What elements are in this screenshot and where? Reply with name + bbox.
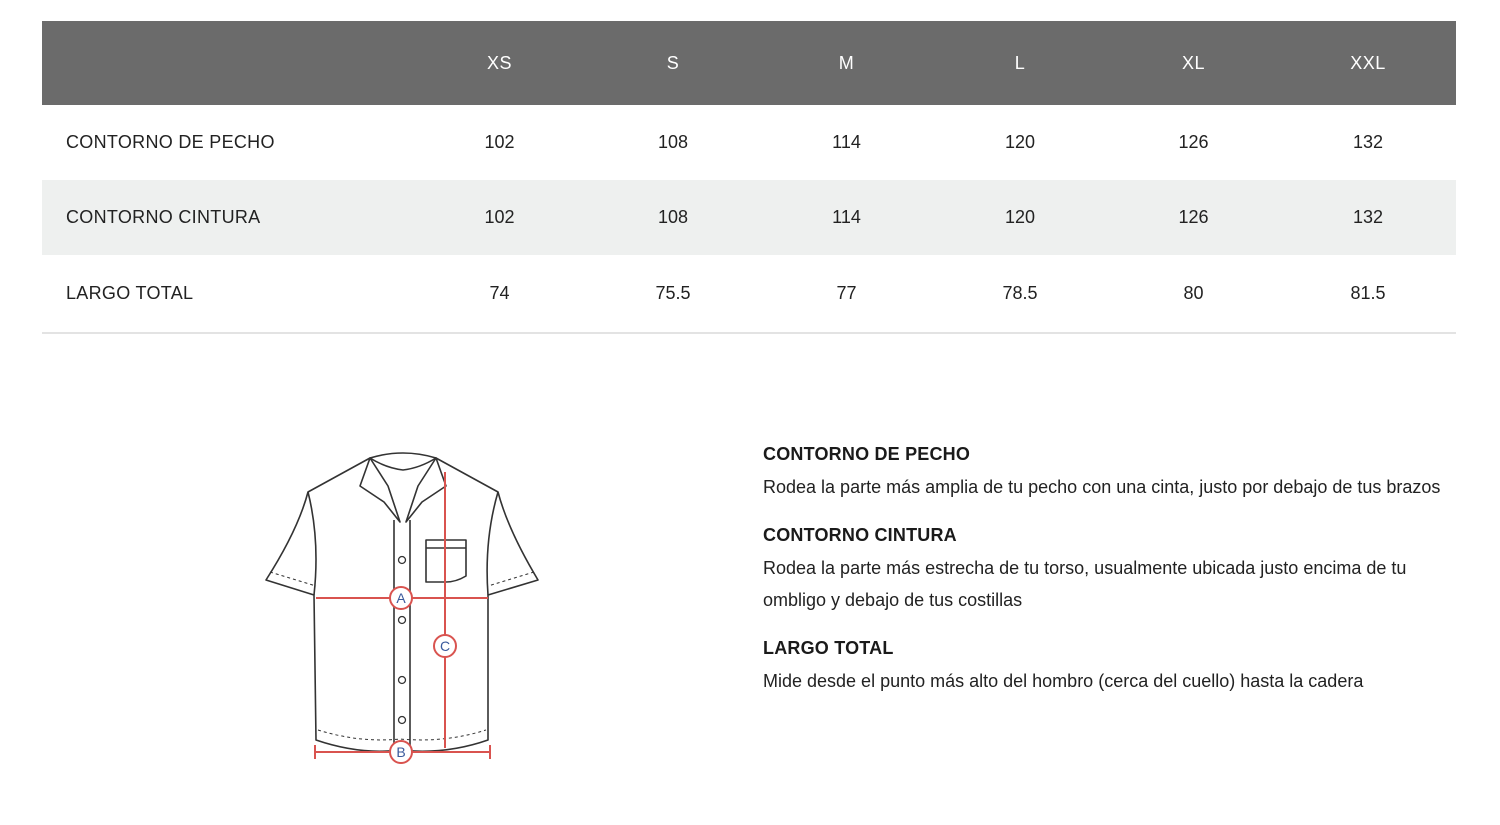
- svg-text:A: A: [396, 590, 406, 606]
- table-cell: 120: [1004, 132, 1036, 152]
- table-row: [42, 105, 1456, 180]
- row-label: CONTORNO DE PECHO: [66, 132, 275, 152]
- size-header-xl: XL: [1181, 52, 1206, 73]
- guide-item-waist: [763, 525, 1453, 616]
- table-cell: 132: [1352, 207, 1384, 227]
- table-cell: 78.5: [1002, 283, 1038, 303]
- table-cell: 126: [1178, 207, 1209, 227]
- guide-title: LARGO TOTAL: [763, 638, 894, 658]
- guide-item-chest: [763, 444, 1453, 503]
- size-header-xxl: XXL: [1350, 52, 1386, 73]
- svg-text:C: C: [439, 638, 451, 654]
- size-header-m: M: [838, 52, 855, 73]
- table-cell: 75.5: [655, 283, 691, 303]
- table-cell: 114: [832, 132, 861, 152]
- size-header-row: [42, 21, 1456, 105]
- table-cell: 114: [832, 207, 861, 227]
- marker-c-icon: [434, 635, 456, 657]
- table-cell: 120: [1004, 207, 1036, 227]
- table-cell: 126: [1178, 132, 1209, 152]
- shirt-measurement-diagram: [260, 440, 550, 770]
- header-empty-cell: [42, 21, 413, 105]
- row-label: LARGO TOTAL: [66, 283, 194, 303]
- guide-text: Rodea la parte más estrecha de tu torso, usualmente ubicada justo encima de tu ombligo y debajo de tus costillas: [763, 558, 1407, 610]
- guide-title: CONTORNO DE PECHO: [763, 444, 971, 464]
- size-header-l: L: [1014, 52, 1026, 73]
- guide-text: Mide desde el punto más alto del hombro (cerca del cuello) hasta la cadera: [763, 671, 1364, 691]
- size-chart-table: [42, 21, 1456, 334]
- table-cell: 102: [484, 207, 515, 227]
- table-cell: 102: [484, 132, 515, 152]
- table-cell: 77: [836, 283, 857, 303]
- table-cell: 74: [489, 283, 510, 303]
- table-row: [42, 180, 1456, 255]
- marker-a-icon: [390, 587, 412, 609]
- guide-item-length: [763, 638, 1453, 697]
- size-header-s: S: [666, 52, 680, 73]
- table-cell: 108: [657, 207, 689, 227]
- row-label: CONTORNO CINTURA: [66, 207, 261, 227]
- measurement-guide: [763, 444, 1453, 719]
- table-cell: 80: [1183, 283, 1204, 303]
- guide-title: CONTORNO CINTURA: [763, 525, 957, 545]
- svg-text:B: B: [396, 744, 406, 760]
- guide-text: Rodea la parte más amplia de tu pecho con una cinta, justo por debajo de tus brazos: [763, 477, 1441, 497]
- table-cell: 132: [1352, 132, 1384, 152]
- table-cell: 81.5: [1350, 283, 1386, 303]
- table-cell: 108: [657, 132, 689, 152]
- size-header-xs: XS: [486, 52, 512, 73]
- marker-b-icon: [390, 741, 412, 763]
- table-row: [42, 255, 1456, 333]
